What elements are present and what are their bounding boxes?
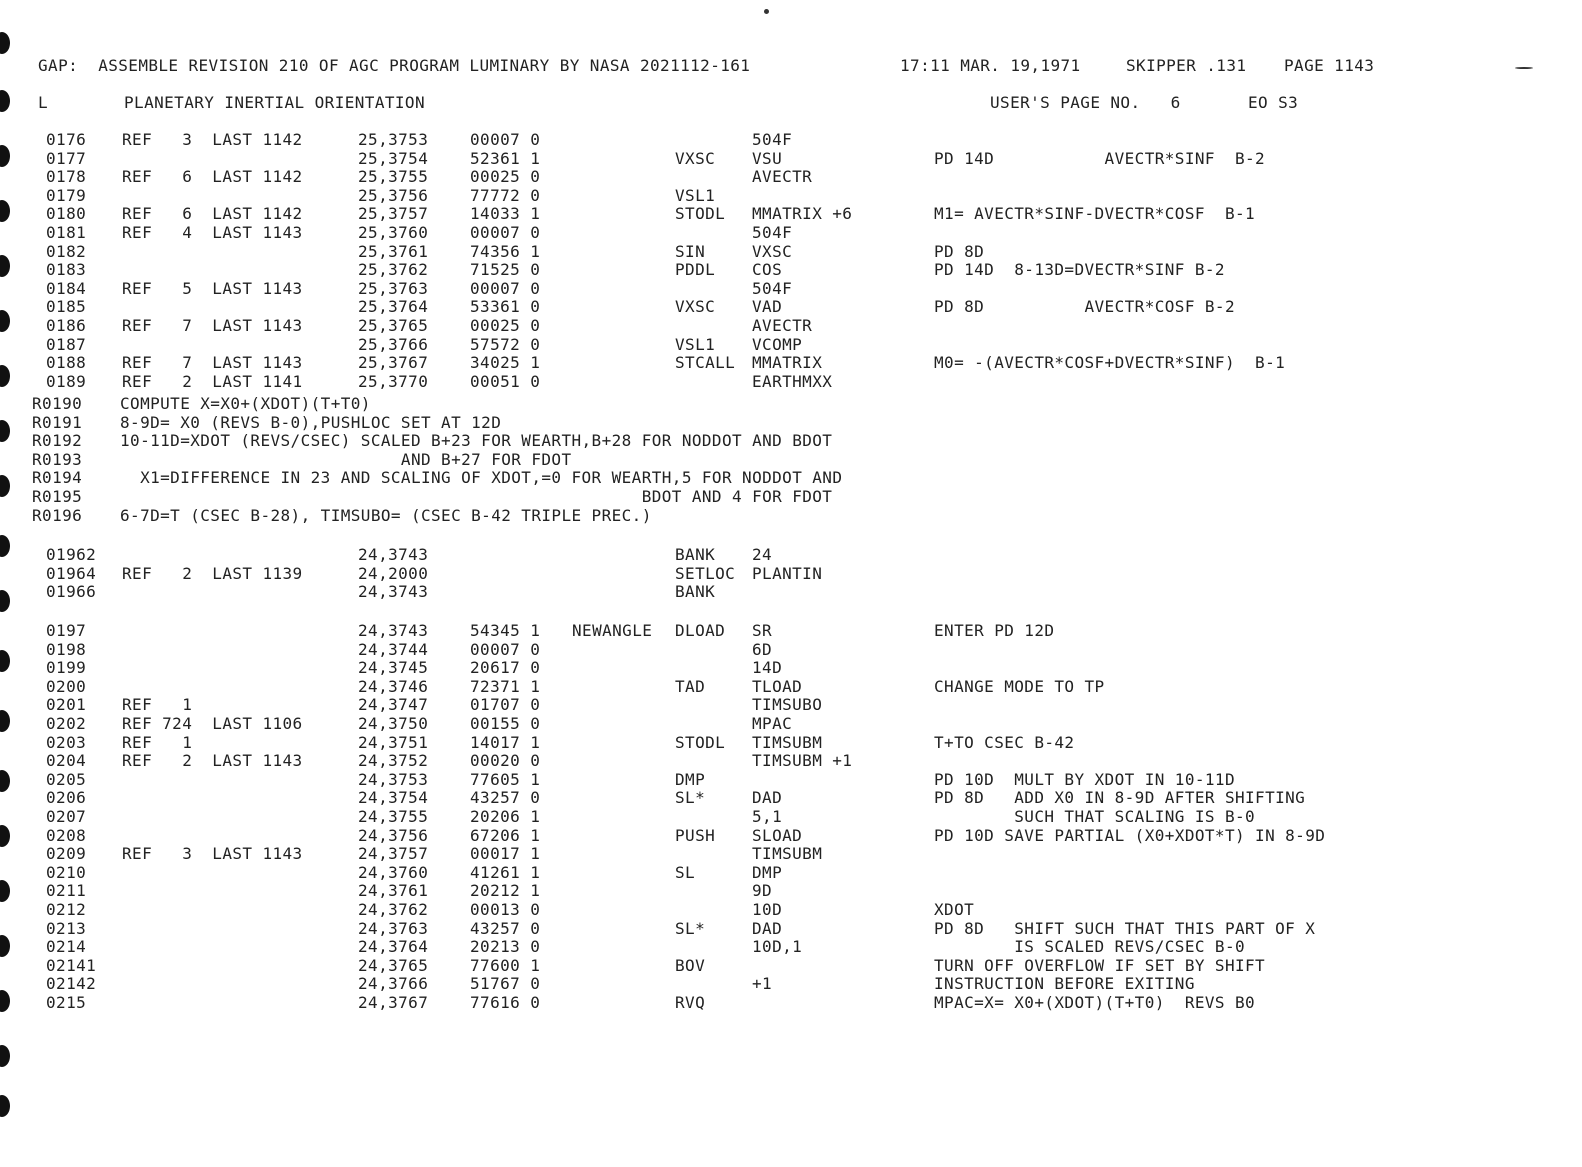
line-number: 0182: [46, 241, 87, 261]
line-number: 01964: [46, 563, 97, 583]
operand: 10D,1: [752, 937, 803, 957]
opcode: DMP: [675, 769, 706, 789]
line-number: 0179: [46, 185, 87, 205]
comment: TURN OFF OVERFLOW IF SET BY SHIFT: [934, 955, 1266, 975]
line-number: 0199: [46, 658, 87, 678]
octal-word: 52361 1: [470, 148, 541, 168]
octal-word: 00155 0: [470, 714, 541, 733]
opcode: BOV: [675, 955, 706, 975]
opcode: VSL1: [675, 185, 716, 205]
comment: M1= AVECTR*SINF-DVECTR*COSF B-1: [934, 204, 1256, 224]
address: 25,3757: [358, 204, 429, 224]
octal-word: 00013 0: [470, 900, 541, 919]
remark-text: 10-11D=XDOT (REVS/CSEC) SCALED B+23 FOR WEARTH,B+28 FOR NODDOT AND BDOT: [120, 431, 833, 451]
line-number: 01966: [46, 582, 97, 602]
octal-word: 14017 1: [470, 732, 541, 752]
address: 25,3760: [358, 223, 429, 242]
octal-word: 00025 0: [470, 167, 541, 187]
punch-hole: [0, 1095, 10, 1117]
punch-hole: [0, 990, 10, 1012]
address: 24,3747: [358, 695, 429, 715]
punch-hole: [0, 145, 10, 167]
operand: 6D: [752, 639, 773, 659]
operand: 504F: [752, 223, 793, 242]
line-number: 0211: [46, 881, 87, 901]
octal-word: 67206 1: [470, 825, 541, 845]
octal-word: 74356 1: [470, 241, 541, 261]
page-number: PAGE 1143: [1284, 56, 1375, 75]
address: 24,3764: [358, 937, 429, 957]
remark-text: 6-7D=T (CSEC B-28), TIMSUBO= (CSEC B-42 TRIPLE PREC.): [120, 505, 652, 525]
octal-word: 00051 0: [470, 371, 541, 391]
address: 24,2000: [358, 563, 429, 583]
line-number: 0201: [46, 695, 87, 715]
address: 24,3762: [358, 900, 429, 919]
punch-hole: [0, 475, 10, 497]
operand: TIMSUBM: [752, 844, 823, 864]
line-number: 02142: [46, 974, 97, 994]
opcode: DLOAD: [675, 621, 726, 640]
line-number: 0208: [46, 825, 87, 845]
section-title: PLANETARY INERTIAL ORIENTATION: [124, 93, 425, 112]
comment: SUCH THAT SCALING IS B-0: [934, 807, 1256, 826]
octal-word: 51767 0: [470, 974, 541, 994]
line-number: 0181: [46, 223, 87, 242]
address: 24,3752: [358, 751, 429, 771]
remark-line-number: R0191: [32, 412, 83, 432]
octal-word: 72371 1: [470, 676, 541, 696]
address: 24,3753: [358, 769, 429, 789]
address: 25,3767: [358, 353, 429, 373]
opcode: BANK: [675, 545, 716, 564]
comment: IS SCALED REVS/CSEC B-0: [934, 937, 1246, 957]
punch-hole: [0, 710, 10, 732]
comment: CHANGE MODE TO TP: [934, 676, 1105, 696]
remark-text: X1=DIFFERENCE IN 23 AND SCALING OF XDOT,=0 FOR WEARTH,5 FOR NODDOT AND: [120, 468, 843, 488]
remark-line-number: R0194: [32, 468, 83, 488]
address: 25,3765: [358, 316, 429, 335]
operand: DAD: [752, 788, 783, 808]
operand: EARTHMXX: [752, 371, 833, 391]
address: 24,3750: [358, 714, 429, 733]
octal-word: 43257 0: [470, 788, 541, 808]
octal-word: 20213 0: [470, 937, 541, 957]
operand: 504F: [752, 130, 793, 149]
operand: SR: [752, 621, 773, 640]
operand: TIMSUBM +1: [752, 751, 853, 771]
address: 25,3755: [358, 167, 429, 187]
octal-word: 34025 1: [470, 353, 541, 373]
operand: VAD: [752, 297, 783, 317]
ref-field: REF 1: [122, 732, 193, 752]
address: 24,3761: [358, 881, 429, 901]
punch-hole: [0, 935, 10, 957]
address: 24,3746: [358, 676, 429, 696]
operand: VSU: [752, 148, 783, 168]
opcode: TAD: [675, 676, 706, 696]
operand: 14D: [752, 658, 783, 678]
operand: SLOAD: [752, 825, 803, 845]
octal-word: 20206 1: [470, 807, 541, 826]
octal-word: 00007 0: [470, 278, 541, 298]
punch-hole: [0, 770, 10, 792]
address: 24,3757: [358, 844, 429, 864]
opcode: VSL1: [675, 334, 716, 354]
opcode: PDDL: [675, 260, 716, 280]
opcode: STODL: [675, 732, 726, 752]
timestamp: 17:11 MAR. 19,1971: [900, 56, 1081, 75]
octal-word: 00007 0: [470, 130, 541, 149]
octal-word: 20617 0: [470, 658, 541, 678]
address: 24,3743: [358, 545, 429, 564]
punch-hole: [0, 1045, 10, 1067]
comment: PD 10D MULT BY XDOT IN 10-11D: [934, 769, 1235, 789]
punch-hole: [0, 310, 10, 332]
line-number: 0204: [46, 751, 87, 771]
operand: MMATRIX: [752, 353, 823, 373]
operand: +1: [752, 974, 773, 994]
octal-word: 00007 0: [470, 223, 541, 242]
operand: COS: [752, 260, 783, 280]
octal-word: 43257 0: [470, 918, 541, 938]
address: 24,3745: [358, 658, 429, 678]
remark-line-number: R0195: [32, 487, 83, 506]
operand: DMP: [752, 862, 783, 882]
operand: VCOMP: [752, 334, 803, 354]
line-number: 01962: [46, 545, 97, 564]
opcode: SETLOC: [675, 563, 736, 583]
address: 25,3754: [358, 148, 429, 168]
punch-hole: [0, 255, 10, 277]
remark-line-number: R0192: [32, 431, 83, 451]
comment: ENTER PD 12D: [934, 621, 1055, 640]
remark-text: COMPUTE X=X0+(XDOT)(T+T0): [120, 394, 371, 413]
section-marker: L: [38, 93, 49, 112]
address: 24,3766: [358, 974, 429, 994]
address: 24,3743: [358, 621, 429, 640]
punch-hole: [0, 535, 10, 557]
address: 25,3770: [358, 371, 429, 391]
operand: MMATRIX +6: [752, 204, 853, 224]
opcode: VXSC: [675, 297, 716, 317]
operand: MPAC: [752, 714, 793, 733]
octal-word: 53361 0: [470, 297, 541, 317]
line-number: 0185: [46, 297, 87, 317]
remark-line-number: R0190: [32, 394, 83, 413]
skipper-tag: SKIPPER .131: [1126, 56, 1247, 75]
comment: INSTRUCTION BEFORE EXITING: [934, 974, 1195, 994]
address: 24,3743: [358, 582, 429, 602]
comment: M0= -(AVECTR*COSF+DVECTR*SINF) B-1: [934, 353, 1286, 373]
punch-hole: [0, 825, 10, 847]
punch-hole: [0, 650, 10, 672]
operand: 10D: [752, 900, 783, 919]
line-number: 0205: [46, 769, 87, 789]
remark-line-number: R0196: [32, 505, 83, 525]
line-number: 0200: [46, 676, 87, 696]
line-number: 0198: [46, 639, 87, 659]
ref-field: REF 1: [122, 695, 193, 715]
address: 25,3762: [358, 260, 429, 280]
address: 25,3761: [358, 241, 429, 261]
line-number: 0203: [46, 732, 87, 752]
address: 25,3756: [358, 185, 429, 205]
line-number: 0210: [46, 862, 87, 882]
line-number: 0180: [46, 204, 87, 224]
ref-field: REF 3 LAST 1142: [122, 130, 303, 149]
octal-word: 41261 1: [470, 862, 541, 882]
octal-word: 00025 0: [470, 316, 541, 335]
octal-word: 77772 0: [470, 185, 541, 205]
address: 25,3753: [358, 130, 429, 149]
operand: 24: [752, 545, 773, 564]
ref-field: REF 7 LAST 1143: [122, 316, 303, 335]
opcode: SIN: [675, 241, 706, 261]
punch-hole: [0, 590, 10, 612]
comment: T+TO CSEC B-42: [934, 732, 1075, 752]
opcode: STCALL: [675, 353, 736, 373]
operand: TLOAD: [752, 676, 803, 696]
punch-hole: [0, 32, 10, 54]
opcode: RVQ: [675, 993, 706, 1012]
octal-word: 77616 0: [470, 993, 541, 1012]
operand: AVECTR: [752, 316, 813, 335]
line-number: 0215: [46, 993, 87, 1012]
address: 24,3755: [358, 807, 429, 826]
line-number: 0176: [46, 130, 87, 149]
scan-speck: [764, 9, 769, 14]
octal-word: 00017 1: [470, 844, 541, 864]
octal-word: 71525 0: [470, 260, 541, 280]
opcode: SL*: [675, 788, 706, 808]
comment: MPAC=X= X0+(XDOT)(T+T0) REVS B0: [934, 993, 1256, 1012]
operand: AVECTR: [752, 167, 813, 187]
octal-word: 14033 1: [470, 204, 541, 224]
octal-word: 57572 0: [470, 334, 541, 354]
opcode: PUSH: [675, 825, 716, 845]
section-line: [38, 93, 1299, 112]
line-number: 0183: [46, 260, 87, 280]
address: 24,3751: [358, 732, 429, 752]
header-line: [38, 56, 1375, 75]
comment: PD 8D ADD X0 IN 8-9D AFTER SHIFTING: [934, 788, 1306, 808]
comment: PD 8D: [934, 241, 985, 261]
address: 25,3764: [358, 297, 429, 317]
remark-text: AND B+27 FOR FDOT: [120, 449, 572, 469]
line-number: 0186: [46, 316, 87, 335]
ref-field: REF 2 LAST 1141: [122, 371, 303, 391]
remark-text: 8-9D= X0 (REVS B-0),PUSHLOC SET AT 12D: [120, 412, 502, 432]
comment: PD 14D AVECTR*SINF B-2: [934, 148, 1266, 168]
program-title: GAP: ASSEMBLE REVISION 210 OF AGC PROGRAM LUMINARY BY NASA 2021112-161: [38, 56, 751, 75]
address: 24,3756: [358, 825, 429, 845]
address: 24,3744: [358, 639, 429, 659]
line-number: 0207: [46, 807, 87, 826]
operand: 504F: [752, 278, 793, 298]
ref-field: REF 2 LAST 1143: [122, 751, 303, 771]
octal-word: 00020 0: [470, 751, 541, 771]
operand: 9D: [752, 881, 773, 901]
opcode: SL*: [675, 918, 706, 938]
line-number: 0212: [46, 900, 87, 919]
line-number: 0202: [46, 714, 87, 733]
scan-speck: [1515, 67, 1533, 69]
line-number: 0209: [46, 844, 87, 864]
punch-hole: [0, 365, 10, 387]
punch-hole: [0, 200, 10, 222]
ref-field: REF 5 LAST 1143: [122, 278, 303, 298]
opcode: SL: [675, 862, 696, 882]
remark-text: BDOT AND 4 FOR FDOT: [120, 487, 833, 506]
address: 24,3763: [358, 918, 429, 938]
line-number: 0178: [46, 167, 87, 187]
address: 24,3767: [358, 993, 429, 1012]
remark-line-number: R0193: [32, 449, 83, 469]
ref-field: REF 6 LAST 1142: [122, 204, 303, 224]
symbol-label: NEWANGLE: [572, 621, 653, 640]
octal-word: 77605 1: [470, 769, 541, 789]
comment: PD 14D 8-13D=DVECTR*SINF B-2: [934, 260, 1225, 280]
line-number: 0213: [46, 918, 87, 938]
address: 24,3765: [358, 955, 429, 975]
users-page-number: USER'S PAGE NO. 6: [990, 93, 1181, 112]
comment: PD 8D SHIFT SUCH THAT THIS PART OF X: [934, 918, 1316, 938]
ref-field: REF 4 LAST 1143: [122, 223, 303, 242]
address: 25,3766: [358, 334, 429, 354]
operand: PLANTIN: [752, 563, 823, 583]
operand: DAD: [752, 918, 783, 938]
operand: VXSC: [752, 241, 793, 261]
ref-field: REF 7 LAST 1143: [122, 353, 303, 373]
opcode: STODL: [675, 204, 726, 224]
line-number: 0214: [46, 937, 87, 957]
ref-field: REF 2 LAST 1139: [122, 563, 303, 583]
ref-field: REF 6 LAST 1142: [122, 167, 303, 187]
line-number: 0177: [46, 148, 87, 168]
ref-field: REF 3 LAST 1143: [122, 844, 303, 864]
octal-word: 54345 1: [470, 621, 541, 640]
octal-word: 00007 0: [470, 639, 541, 659]
line-number: 0189: [46, 371, 87, 391]
line-number: 0197: [46, 621, 87, 640]
operand: 5,1: [752, 807, 783, 826]
opcode: VXSC: [675, 148, 716, 168]
eo-code: EO S3: [1248, 93, 1299, 112]
punch-hole: [0, 420, 10, 442]
address: 24,3760: [358, 862, 429, 882]
comment: PD 10D SAVE PARTIAL (X0+XDOT*T) IN 8-9D: [934, 825, 1326, 845]
operand: TIMSUBM: [752, 732, 823, 752]
octal-word: 77600 1: [470, 955, 541, 975]
operand: TIMSUBO: [752, 695, 823, 715]
address: 24,3754: [358, 788, 429, 808]
punch-hole: [0, 880, 10, 902]
ref-field: REF 724 LAST 1106: [122, 714, 303, 733]
opcode: BANK: [675, 582, 716, 602]
line-number: 0184: [46, 278, 87, 298]
comment: XDOT: [934, 900, 975, 919]
line-number: 0188: [46, 353, 87, 373]
octal-word: 01707 0: [470, 695, 541, 715]
comment: PD 8D AVECTR*COSF B-2: [934, 297, 1235, 317]
line-number: 02141: [46, 955, 97, 975]
punch-hole: [0, 90, 10, 112]
line-number: 0187: [46, 334, 87, 354]
line-number: 0206: [46, 788, 87, 808]
octal-word: 20212 1: [470, 881, 541, 901]
address: 25,3763: [358, 278, 429, 298]
